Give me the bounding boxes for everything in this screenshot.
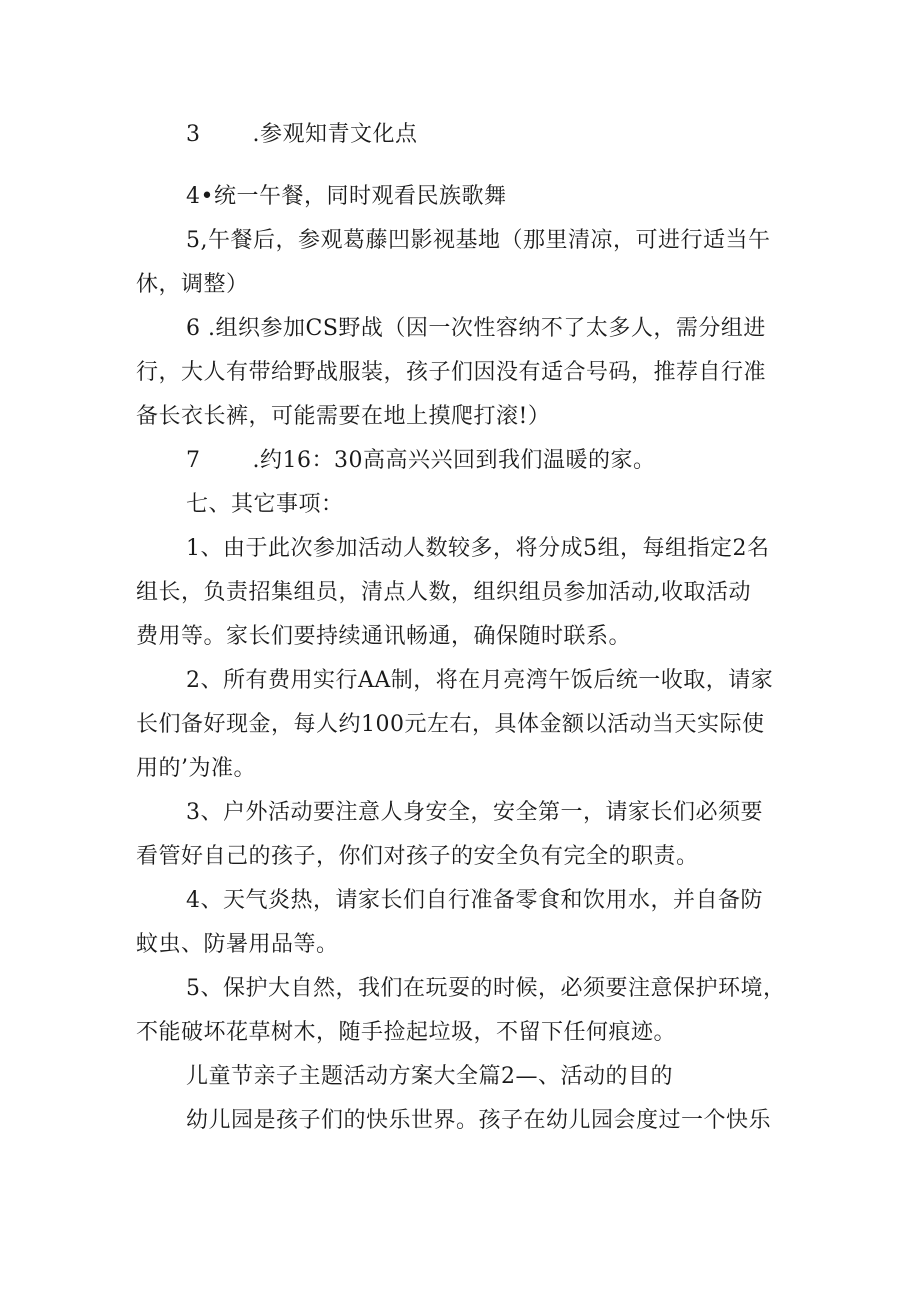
text-line: 组长，负责招集组员，清点人数，组织组员参加活动,收取活动 (136, 580, 751, 605)
list-item-6 (186, 314, 766, 344)
text-line: 备长衣长裤，可能需要在地上摸爬打滚!） (136, 404, 551, 429)
text-line: 用的’为准。 (136, 756, 256, 781)
list-item-7 (186, 446, 655, 476)
text-line: 看管好自己的孩子，你们对孩子的安全负有完全的职责。 (136, 844, 699, 869)
item-number: 7 (186, 448, 201, 473)
note-item-4: 4、天气炎热，请家长们自行准备零食和饮用水，并自备防 (186, 888, 763, 913)
item-text: 4•统一午餐，同时观看民族歌舞 (186, 184, 507, 209)
item-number: 3 (186, 122, 201, 147)
article-title: 儿童节亲子主题活动方案大全篇2—、活动的目的 (186, 1064, 673, 1089)
item-text: 5,午餐后，参观葛藤凹影视基地（那里清凉，可进行适当午 (186, 228, 771, 253)
text-line: 蚊虫、防暑用品等。 (136, 932, 339, 957)
text-line: 休，调整） (136, 272, 249, 297)
paragraph-start: 幼儿园是孩子们的快乐世界。孩子在幼儿园会度过一个快乐 (186, 1108, 772, 1133)
note-item-5: 5、保护大自然，我们在玩耍的时候，必须要注意保护环境， (186, 976, 786, 1001)
text-line: 不能破坏花草树木，随手捡起垃圾，不留下任何痕迹。 (136, 1020, 677, 1045)
text-line: 行，大人有带给野战服装，孩子们因没有适合号码，推荐自行准 (136, 360, 767, 385)
note-item-1: 1、由于此次参加活动人数较多，将分成5组，每组指定2名 (186, 536, 770, 561)
list-item-3 (186, 120, 418, 150)
list-item-4 (186, 182, 506, 212)
note-item-3: 3、户外活动要注意人身安全，安全第一，请家长们必须要 (186, 800, 763, 825)
item-text: .参观知青文化点 (252, 122, 418, 147)
note-item-2: 2、所有费用实行AA制，将在月亮湾午饭后统一收取，请家 (186, 668, 774, 693)
list-item-5 (186, 226, 771, 256)
item-text: .约16：30高高兴兴回到我们温暖的家。 (252, 448, 656, 473)
section-heading: 七、其它事项： (186, 492, 344, 517)
item-text: 6 .组织参加CS野战（因一次性容纳不了太多人，需分组进 (186, 316, 766, 341)
text-line: 长们备好现金，每人约100元左右，具体金额以活动当天实际使 (136, 712, 765, 737)
text-line: 费用等。家长们要持续通讯畅通，确保随时联系。 (136, 624, 632, 649)
